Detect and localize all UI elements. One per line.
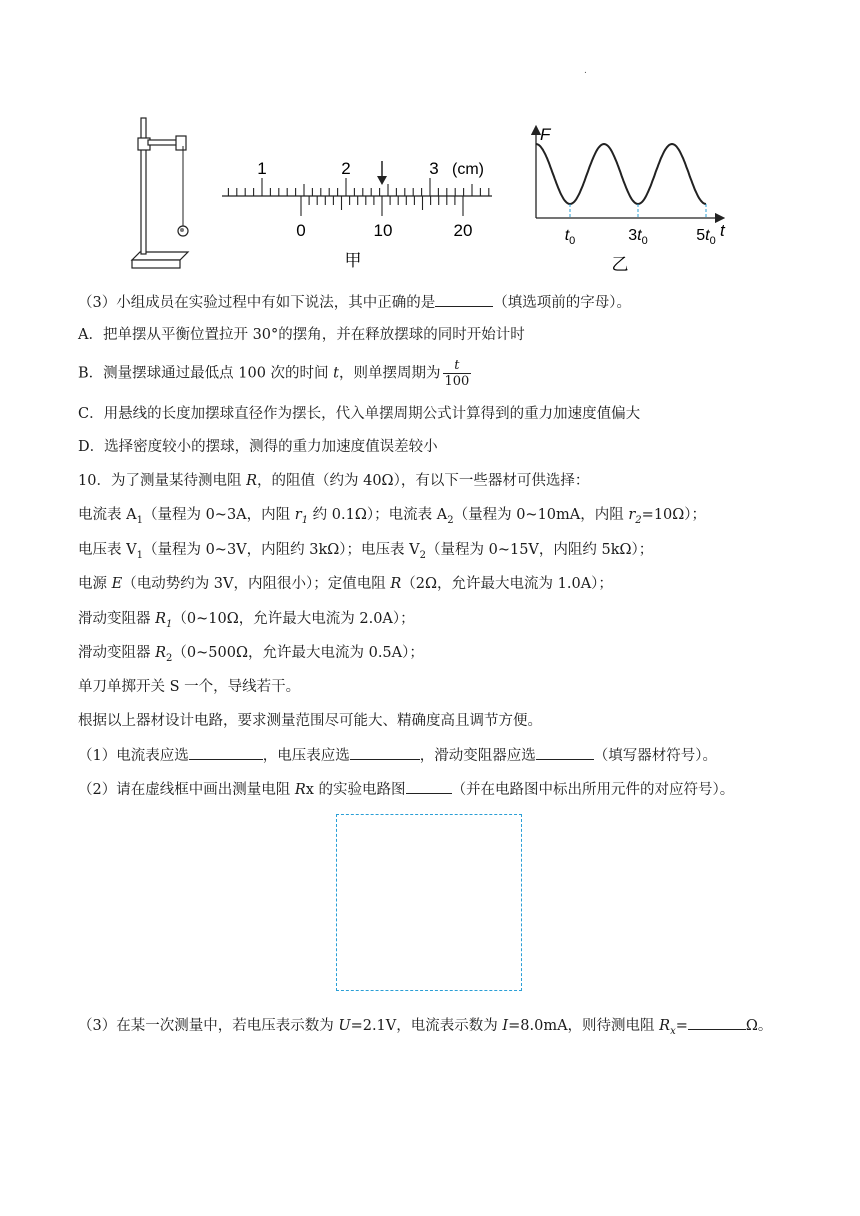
reading-arrow-icon [377, 161, 387, 185]
option-b: B．测量摆球通过最低点 100 次的时间 t，则单摆周期为 $\frac{t}{100}$ [78, 358, 470, 389]
main-scale-label-3: 3 [429, 159, 439, 178]
tick-t0: $t_0$ [564, 227, 576, 247]
rheostat-answer-blank[interactable] [536, 745, 594, 760]
option-a: A．把单摆从平衡位置拉开 30°的摆角，并在释放摆球的同时开始计时 [78, 327, 525, 343]
vernier-label-10: 10 [373, 221, 393, 240]
ammeter-answer-blank[interactable] [189, 745, 263, 760]
vernier-label-0: 0 [296, 221, 306, 240]
q10-voltmeters: 电压表 $V_1$（量程为 0~3V，内阻约 3kΩ）；电压表 $V_2$（量程为 0~15V，内阻约 5kΩ）； [78, 542, 654, 561]
pendulum-apparatus-figure [126, 112, 196, 278]
main-scale-label-2: 2 [341, 159, 351, 178]
resistance-answer-blank[interactable] [688, 1015, 746, 1030]
vernier-caliper-figure [220, 150, 495, 276]
q10-switch: 单刀单掷开关 S 一个，导线若干。 [78, 679, 301, 695]
option-c: C．用悬线的长度加摆球直径作为摆长，代入单摆周期公式计算得到的重力加速度值偏大 [78, 406, 641, 422]
q10-ammeters: 电流表 $A_1$（量程为 0~3A，内阻 $r_1$ 约 0.1Ω）；电流表 $A_2$（量程为 0~10mA，内阻 $r_2=10\Omega$）； [78, 507, 707, 526]
q10-intro: 10．为了测量某待测电阻 R，的阻值（约为 40Ω），有以下一些器材可供选择： [78, 473, 590, 489]
q10-part3: （3）在某一次测量中，若电压表示数为 U=2.1V，电流表示数为 I=8.0mA，则待测电阻 $R_x= \Omega$。 [78, 1015, 772, 1042]
q10-rheostat-1: 滑动变阻器 $R_1(0\sim 10\Omega$，允许最大电流为 2.0A）； [78, 611, 415, 630]
main-scale-label-1: 1 [257, 159, 267, 178]
answer-blank[interactable] [435, 292, 493, 307]
x-axis-label: t [720, 221, 725, 240]
q10-source: 电源 E（电动势约为 3V，内阻很小）；定值电阻 R（2Ω，允许最大电流为 1.0A）； [78, 576, 613, 592]
force-curve [536, 144, 706, 204]
ruler-caption: 甲 [344, 251, 362, 270]
period-fraction: $\frac{t}{100}$ [444, 358, 470, 389]
graph-caption: 乙 [611, 255, 629, 274]
q10-part2: （2）请在虚线框中画出测量电阻 Rx 的实验电路图 （并在电路图中标出所用元件的对应符号）。 [78, 779, 734, 800]
voltmeter-answer-blank[interactable] [350, 745, 420, 760]
q10-requirement: 根据以上器材设计电路，要求测量范围尽可能大、精确度高且调节方便。 [78, 713, 542, 729]
vernier-label-20: 20 [453, 221, 473, 240]
q10-rheostat-2: 滑动变阻器 $R_2(0\sim 500\Omega$，允许最大电流为 0.5A）； [78, 645, 424, 664]
y-axis-label: F [540, 125, 551, 144]
force-time-graph [524, 118, 744, 280]
header-dot: . [584, 66, 587, 76]
q10-part1: （1）电流表应选 ，电压表应选 ，滑动变阻器应选 （填写器材符号）。 [78, 745, 717, 766]
q9-part3-stem: （3）小组成员在实验过程中有如下说法，其中正确的是 （填选项前的字母）。 [78, 292, 631, 313]
circuit-answer-blank[interactable] [406, 779, 452, 794]
tick-3t0: $3t_0$ [628, 227, 648, 247]
tick-5t0: $5t_0$ [696, 227, 716, 247]
circuit-drawing-box[interactable] [336, 814, 522, 991]
ruler-unit-label: (cm) [452, 161, 484, 178]
option-d: D．选择密度较小的摆球，测得的重力加速度值误差较小 [78, 439, 438, 455]
